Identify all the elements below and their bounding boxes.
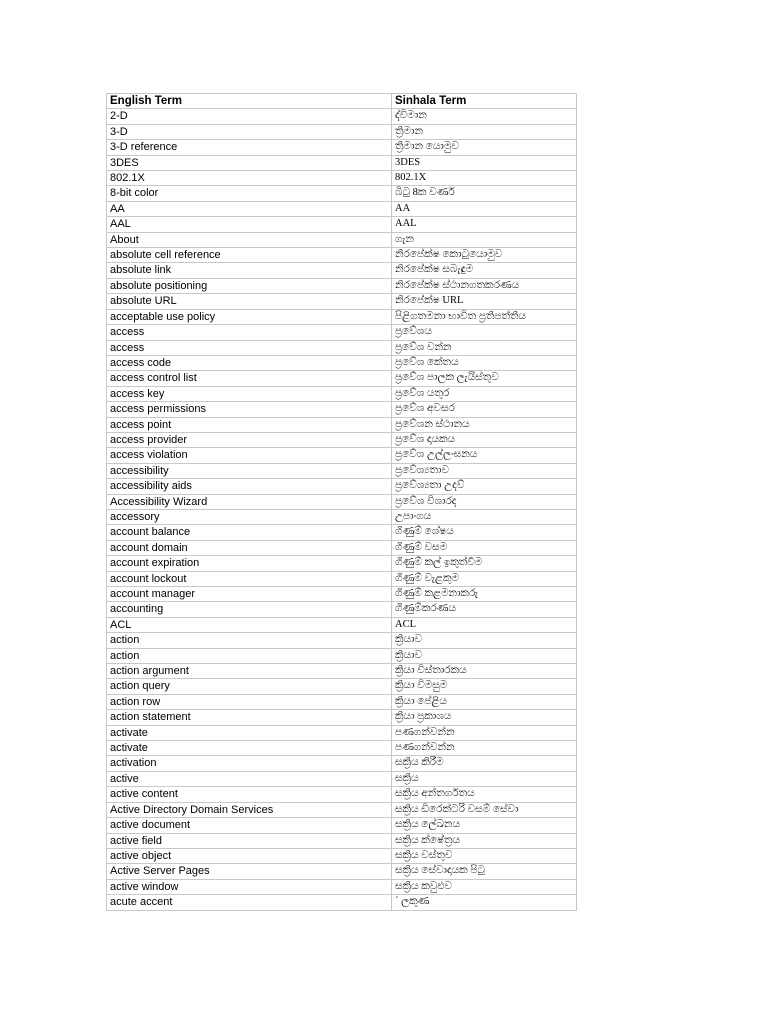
table-row xyxy=(107,879,577,894)
english-term-cell: account lockout xyxy=(107,571,392,586)
english-term-cell: absolute positioning xyxy=(107,278,392,293)
english-term-cell: 3-D xyxy=(107,124,392,139)
table-row xyxy=(107,587,577,602)
sinhala-term-cell: ප්‍රවේශ කේතය xyxy=(392,355,577,370)
sinhala-term-cell: ද්විමාන xyxy=(392,109,577,124)
sinhala-term-cell: සක්‍රිය කිරීම xyxy=(392,756,577,771)
table-row xyxy=(107,633,577,648)
sinhala-term-cell: ප්‍රවේශ යතුර xyxy=(392,386,577,401)
english-term-cell: access violation xyxy=(107,448,392,463)
english-term-cell: account balance xyxy=(107,525,392,540)
sinhala-term-cell: ගිණුම් වැළකුම xyxy=(392,571,577,586)
table-row xyxy=(107,263,577,278)
sinhala-term-cell: ´ ලකුණ xyxy=(392,895,577,910)
english-term-cell: activation xyxy=(107,756,392,771)
sinhala-term-cell: ක්‍රියා විස්තාරකය xyxy=(392,664,577,679)
english-term-cell: action xyxy=(107,633,392,648)
english-term-cell: acceptable use policy xyxy=(107,309,392,324)
table-row xyxy=(107,818,577,833)
english-term-cell: 2-D xyxy=(107,109,392,124)
table-row xyxy=(107,525,577,540)
table-row xyxy=(107,371,577,386)
table-row xyxy=(107,833,577,848)
sinhala-term-cell: සක්‍රිය අන්තර්ගතය xyxy=(392,787,577,802)
table-row xyxy=(107,294,577,309)
table-row xyxy=(107,741,577,756)
table-row xyxy=(107,140,577,155)
table-row xyxy=(107,895,577,910)
table-row xyxy=(107,201,577,216)
english-term-cell: accessibility xyxy=(107,463,392,478)
table-row xyxy=(107,386,577,401)
sinhala-term-cell: ගැන xyxy=(392,232,577,247)
sinhala-term-cell: බිටු 8ක වර්ණ xyxy=(392,186,577,201)
english-term-cell: accessory xyxy=(107,509,392,524)
table-row xyxy=(107,617,577,632)
sinhala-term-cell: සක්‍රිය ඩිරෙක්ටරි වසම් සේවා xyxy=(392,802,577,817)
table-row xyxy=(107,725,577,740)
sinhala-term-cell: AA xyxy=(392,201,577,216)
english-term-cell: access permissions xyxy=(107,402,392,417)
table-row xyxy=(107,694,577,709)
english-term-cell: action row xyxy=(107,694,392,709)
sinhala-term-cell: ත්‍රිමාන xyxy=(392,124,577,139)
table-row xyxy=(107,648,577,663)
english-term-cell: 3DES xyxy=(107,155,392,170)
table-row xyxy=(107,248,577,263)
english-term-cell: About xyxy=(107,232,392,247)
column-header-english: English Term xyxy=(107,94,392,109)
sinhala-term-cell: ප්‍රවේශ අවසර xyxy=(392,402,577,417)
english-term-cell: 802.1X xyxy=(107,171,392,186)
sinhala-term-cell: සක්‍රිය ක්ෂේත්‍රය xyxy=(392,833,577,848)
english-term-cell: Active Directory Domain Services xyxy=(107,802,392,817)
table-row xyxy=(107,540,577,555)
sinhala-term-cell: පණගන්වන්න xyxy=(392,741,577,756)
sinhala-term-cell: නිරපේක්ෂ සබැඳුම xyxy=(392,263,577,278)
english-term-cell: Accessibility Wizard xyxy=(107,494,392,509)
sinhala-term-cell: නිරපේක්ෂ URL xyxy=(392,294,577,309)
sinhala-term-cell: ගිණුම් ශේෂය xyxy=(392,525,577,540)
english-term-cell: action query xyxy=(107,679,392,694)
glossary-table xyxy=(106,93,577,911)
table-row xyxy=(107,864,577,879)
sinhala-term-cell: ක්‍රියාව xyxy=(392,648,577,663)
english-term-cell: activate xyxy=(107,725,392,740)
table-row xyxy=(107,679,577,694)
table-row xyxy=(107,802,577,817)
sinhala-term-cell: ක්‍රියා විමසුම xyxy=(392,679,577,694)
sinhala-term-cell: ක්‍රියා ප්‍රකාශය xyxy=(392,710,577,725)
english-term-cell: action argument xyxy=(107,664,392,679)
english-term-cell: active window xyxy=(107,879,392,894)
english-term-cell: 8-bit color xyxy=(107,186,392,201)
sinhala-term-cell: ප්‍රවේශ උල්ලංඝනය xyxy=(392,448,577,463)
english-term-cell: absolute cell reference xyxy=(107,248,392,263)
sinhala-term-cell: පිළිගතමනා භාවිත ප්‍රතිපත්තිය xyxy=(392,309,577,324)
english-term-cell: absolute URL xyxy=(107,294,392,309)
sinhala-term-cell: සක්‍රිය ලේඛනය xyxy=(392,818,577,833)
table-row xyxy=(107,448,577,463)
table-row xyxy=(107,232,577,247)
table-row xyxy=(107,124,577,139)
sinhala-term-cell: සක්‍රිය වස්තුව xyxy=(392,848,577,863)
table-row xyxy=(107,309,577,324)
english-term-cell: accounting xyxy=(107,602,392,617)
sinhala-term-cell: උපාංගය xyxy=(392,509,577,524)
table-row xyxy=(107,340,577,355)
english-term-cell: active document xyxy=(107,818,392,833)
table-row xyxy=(107,664,577,679)
sinhala-term-cell: 3DES xyxy=(392,155,577,170)
sinhala-term-cell: ප්‍රවේශ විශාරද xyxy=(392,494,577,509)
sinhala-term-cell: නිරපේක්ෂ කොටුයොමුව xyxy=(392,248,577,263)
english-term-cell: access xyxy=(107,325,392,340)
table-row xyxy=(107,109,577,124)
english-term-cell: accessibility aids xyxy=(107,479,392,494)
sinhala-term-cell: AAL xyxy=(392,217,577,232)
sinhala-term-cell: ක්‍රියාව xyxy=(392,633,577,648)
table-row xyxy=(107,417,577,432)
sinhala-term-cell: ත්‍රිමාන යොමුව xyxy=(392,140,577,155)
english-term-cell: access point xyxy=(107,417,392,432)
english-term-cell: account expiration xyxy=(107,556,392,571)
english-term-cell: ACL xyxy=(107,617,392,632)
sinhala-term-cell: 802.1X xyxy=(392,171,577,186)
english-term-cell: access provider xyxy=(107,432,392,447)
english-term-cell: acute accent xyxy=(107,895,392,910)
sinhala-term-cell: සක්‍රිය xyxy=(392,771,577,786)
table-row xyxy=(107,278,577,293)
sinhala-term-cell: ප්‍රවේශය xyxy=(392,325,577,340)
english-term-cell: access control list xyxy=(107,371,392,386)
english-term-cell: active object xyxy=(107,848,392,863)
column-header-sinhala: Sinhala Term xyxy=(392,94,577,109)
english-term-cell: action statement xyxy=(107,710,392,725)
table-row xyxy=(107,155,577,170)
sinhala-term-cell: ප්‍රවේශන ස්ථානය xyxy=(392,417,577,432)
english-term-cell: access code xyxy=(107,355,392,370)
table-body xyxy=(107,109,577,910)
table-row xyxy=(107,771,577,786)
table-row xyxy=(107,463,577,478)
table-row xyxy=(107,479,577,494)
english-term-cell: access key xyxy=(107,386,392,401)
sinhala-term-cell: ප්‍රවේශ්‍යතා උදව් xyxy=(392,479,577,494)
table-row xyxy=(107,217,577,232)
table-header-row xyxy=(107,94,577,109)
table-row xyxy=(107,402,577,417)
sinhala-term-cell: ගිණුම් වසම xyxy=(392,540,577,555)
sinhala-term-cell: ගිණුම් කල් ඉකුත්වීම xyxy=(392,556,577,571)
table-row xyxy=(107,494,577,509)
english-term-cell: access xyxy=(107,340,392,355)
english-term-cell: AA xyxy=(107,201,392,216)
table-row xyxy=(107,509,577,524)
english-term-cell: action xyxy=(107,648,392,663)
english-term-cell: AAL xyxy=(107,217,392,232)
sinhala-term-cell: ප්‍රවේශ දායකය xyxy=(392,432,577,447)
sinhala-term-cell: ප්‍රවේශ වන්න xyxy=(392,340,577,355)
english-term-cell: account domain xyxy=(107,540,392,555)
sinhala-term-cell: ප්‍රවේශ පාලක ලැයිස්තුව xyxy=(392,371,577,386)
english-term-cell: activate xyxy=(107,741,392,756)
table-row xyxy=(107,848,577,863)
sinhala-term-cell: නිරපේක්ෂ ස්ථානගතකරණය xyxy=(392,278,577,293)
english-term-cell: absolute link xyxy=(107,263,392,278)
sinhala-term-cell: ගිණුම් කළමනාකරු xyxy=(392,587,577,602)
table-row xyxy=(107,432,577,447)
sinhala-term-cell: සක්‍රිය සේවාදායක පිටු xyxy=(392,864,577,879)
table-row xyxy=(107,602,577,617)
table-row xyxy=(107,186,577,201)
table-row xyxy=(107,571,577,586)
english-term-cell: active field xyxy=(107,833,392,848)
table-row xyxy=(107,355,577,370)
table-row xyxy=(107,756,577,771)
sinhala-term-cell: පණගන්වන්න xyxy=(392,725,577,740)
english-term-cell: active content xyxy=(107,787,392,802)
sinhala-term-cell: සක්‍රිය කවුළුව xyxy=(392,879,577,894)
table-row xyxy=(107,710,577,725)
english-term-cell: 3-D reference xyxy=(107,140,392,155)
sinhala-term-cell: ප්‍රවේශ්‍යතාව xyxy=(392,463,577,478)
english-term-cell: active xyxy=(107,771,392,786)
sinhala-term-cell: ගිණුම්කරණය xyxy=(392,602,577,617)
sinhala-term-cell: ක්‍රියා පේළිය xyxy=(392,694,577,709)
table-row xyxy=(107,325,577,340)
english-term-cell: account manager xyxy=(107,587,392,602)
table-row xyxy=(107,556,577,571)
table-row xyxy=(107,171,577,186)
english-term-cell: Active Server Pages xyxy=(107,864,392,879)
sinhala-term-cell: ACL xyxy=(392,617,577,632)
table-row xyxy=(107,787,577,802)
